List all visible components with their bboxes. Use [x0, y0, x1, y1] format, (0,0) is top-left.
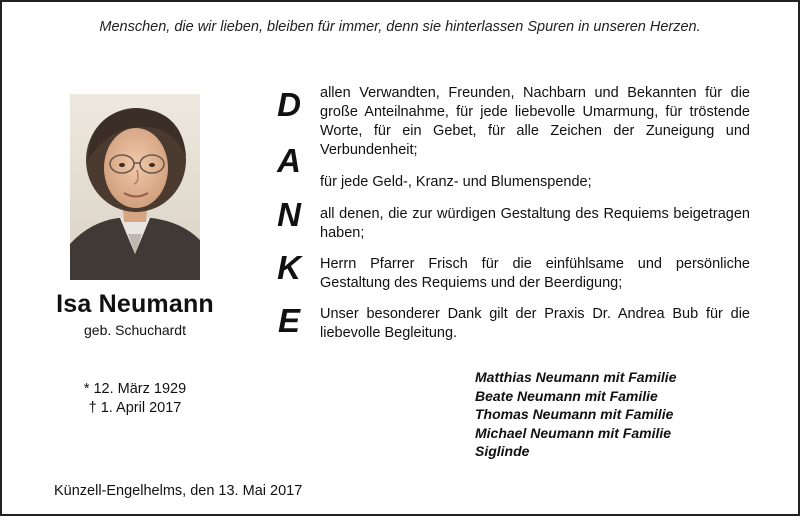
birth-date: * 12. März 1929 — [83, 381, 187, 397]
thanks-paragraph: Herrn Pfarrer Frisch für die einfühlsame und persönliche Gestaltung des Requiems und der Beerdigung; — [320, 256, 750, 291]
danke-letter-a: A — [277, 142, 301, 179]
deceased-name: Isa Neumann — [56, 290, 214, 318]
motto-quote: Menschen, die wir lieben, bleiben für immer, denn sie hinterlassen Spuren in unseren Herzen. — [99, 19, 701, 35]
maiden-name: geb. Schuchardt — [84, 322, 186, 338]
portrait-photo — [70, 94, 200, 280]
thanks-paragraph: Unser besonderer Dank gilt der Praxis Dr. Andrea Bub für die liebevolle Begleitung. — [320, 306, 750, 341]
death-date: † 1. April 2017 — [88, 400, 182, 416]
danke-letter-n: N — [277, 196, 301, 233]
thanks-paragraph: allen Verwandten, Freunden, Nachbarn und Bekannten für die große Anteilnahme, für jede liebevolle Umarmung, für tröstende Worte, für ein Gebet, für alle Zeichen der Zuneigung und Verbundenheit; — [320, 85, 750, 158]
thanks-paragraph: für jede Geld-, Kranz- und Blumenspende; — [320, 174, 592, 190]
signers-list — [475, 368, 676, 461]
danke-letter-k: K — [277, 249, 301, 286]
thanks-paragraph: all denen, die zur würdigen Gestaltung des Requiems beigetragen haben; — [320, 206, 750, 241]
signer-name: Matthias Neumann mit Familie — [475, 369, 677, 385]
signer-name: Thomas Neumann mit Familie — [475, 406, 674, 422]
place-and-date: Künzell-Engelhelms, den 13. Mai 2017 — [54, 483, 303, 499]
signer-name: Michael Neumann mit Familie — [475, 424, 672, 441]
danke-letter-e: E — [277, 302, 300, 339]
danke-letter-d: D — [277, 86, 301, 123]
signer-name: Beate Neumann mit Familie — [475, 387, 658, 404]
signer-name: Siglinde — [475, 443, 530, 459]
